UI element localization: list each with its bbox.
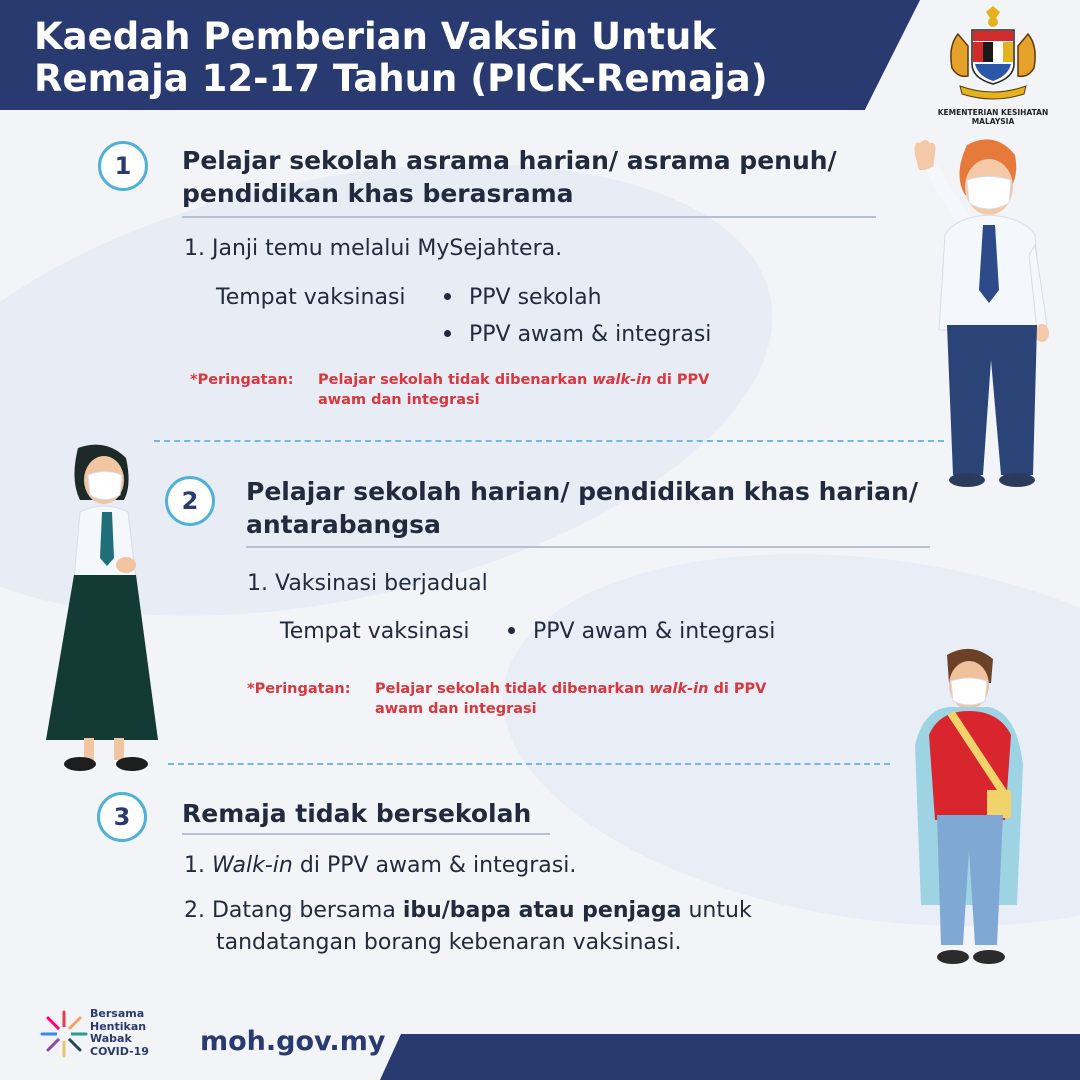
section-divider bbox=[246, 546, 930, 548]
section-title-line: Pelajar sekolah asrama harian/ asrama penuh/ bbox=[182, 146, 837, 175]
vaccination-place-item bbox=[430, 322, 711, 347]
step-number-1: 1 bbox=[98, 141, 148, 191]
schoolboy-waving-illustration bbox=[905, 135, 1055, 490]
section-3-item-2: 2. Datang bersama ibu/bapa atau penjaga untuk bbox=[184, 898, 752, 923]
warning-message bbox=[318, 370, 798, 410]
warning-label: *Peringatan: bbox=[190, 372, 294, 388]
section-3-item-2-continued: tandatangan borang kebenaran vaksinasi. bbox=[216, 930, 682, 955]
step-number-2: 2 bbox=[165, 476, 215, 526]
page-title-line: Kaedah Pemberian Vaksin Untuk bbox=[34, 15, 717, 58]
section-3-title bbox=[182, 797, 531, 830]
warning-message-line: Pelajar sekolah tidak dibenarkan walk-in di PPV bbox=[318, 372, 710, 388]
page-title bbox=[34, 16, 894, 100]
warning-message-line: awam dan integrasi bbox=[375, 701, 537, 717]
bullet-icon bbox=[444, 330, 451, 337]
website-link[interactable]: moh.gov.my bbox=[200, 1026, 386, 1057]
warning-message-line: Pelajar sekolah tidak dibenarkan walk-in di PPV bbox=[375, 681, 767, 697]
section-2-title bbox=[246, 475, 918, 541]
vaccination-place-text: PPV awam & integrasi bbox=[469, 322, 712, 347]
vaccination-place-item bbox=[430, 285, 602, 310]
step-number-3: 3 bbox=[97, 792, 147, 842]
dashed-separator bbox=[168, 763, 890, 765]
bullet-icon bbox=[444, 293, 451, 300]
warning-note bbox=[190, 370, 810, 414]
campaign-text bbox=[90, 1008, 149, 1058]
section-1-item-1: 1. Janji temu melalui MySejahtera. bbox=[184, 236, 563, 261]
page-title-line: Remaja 12-17 Tahun (PICK-Remaja) bbox=[34, 57, 768, 100]
section-title-line: Remaja tidak bersekolah bbox=[182, 799, 532, 828]
jata-negara-crest-icon bbox=[938, 6, 1048, 102]
teenager-casual-illustration bbox=[905, 645, 1035, 975]
burst-logo-icon bbox=[40, 1010, 88, 1058]
schoolgirl-illustration bbox=[40, 440, 170, 780]
campaign-text-line: Bersama bbox=[90, 1007, 145, 1020]
warning-note bbox=[247, 679, 867, 723]
section-title-line: Pelajar sekolah harian/ pendidikan khas harian/ bbox=[246, 477, 918, 506]
section-divider bbox=[182, 216, 876, 218]
warning-message-line: awam dan integrasi bbox=[318, 392, 480, 408]
bullet-icon bbox=[508, 627, 515, 634]
section-title-line: antarabangsa bbox=[246, 510, 441, 539]
section-2-item-1: 1. Vaksinasi berjadual bbox=[247, 571, 488, 596]
campaign-text-line: Hentikan bbox=[90, 1019, 147, 1033]
vaccination-place-text: PPV awam & integrasi bbox=[533, 619, 776, 644]
warning-message bbox=[375, 679, 855, 719]
section-1-title bbox=[182, 144, 837, 210]
campaign-text-line: Wabak bbox=[90, 1032, 132, 1045]
warning-label: *Peringatan: bbox=[247, 681, 351, 697]
vaccination-place-label: Tempat vaksinasi bbox=[280, 619, 470, 644]
section-divider bbox=[182, 833, 550, 835]
ministry-logo bbox=[918, 6, 1068, 126]
vaccination-place-item bbox=[494, 619, 775, 644]
campaign-text-line: COVID-19 bbox=[90, 1044, 149, 1058]
vaccination-place-text: PPV sekolah bbox=[469, 285, 602, 310]
campaign-logo bbox=[40, 1006, 190, 1062]
section-3-item-1: 1. Walk-in di PPV awam & integrasi. bbox=[184, 853, 577, 878]
vaccination-place-label: Tempat vaksinasi bbox=[216, 285, 406, 310]
ministry-name: KEMENTERIAN KESIHATAN MALAYSIA bbox=[937, 108, 1049, 126]
footer-banner bbox=[380, 1034, 1080, 1080]
section-title-line: pendidikan khas berasrama bbox=[182, 179, 574, 208]
dashed-separator bbox=[154, 440, 944, 442]
